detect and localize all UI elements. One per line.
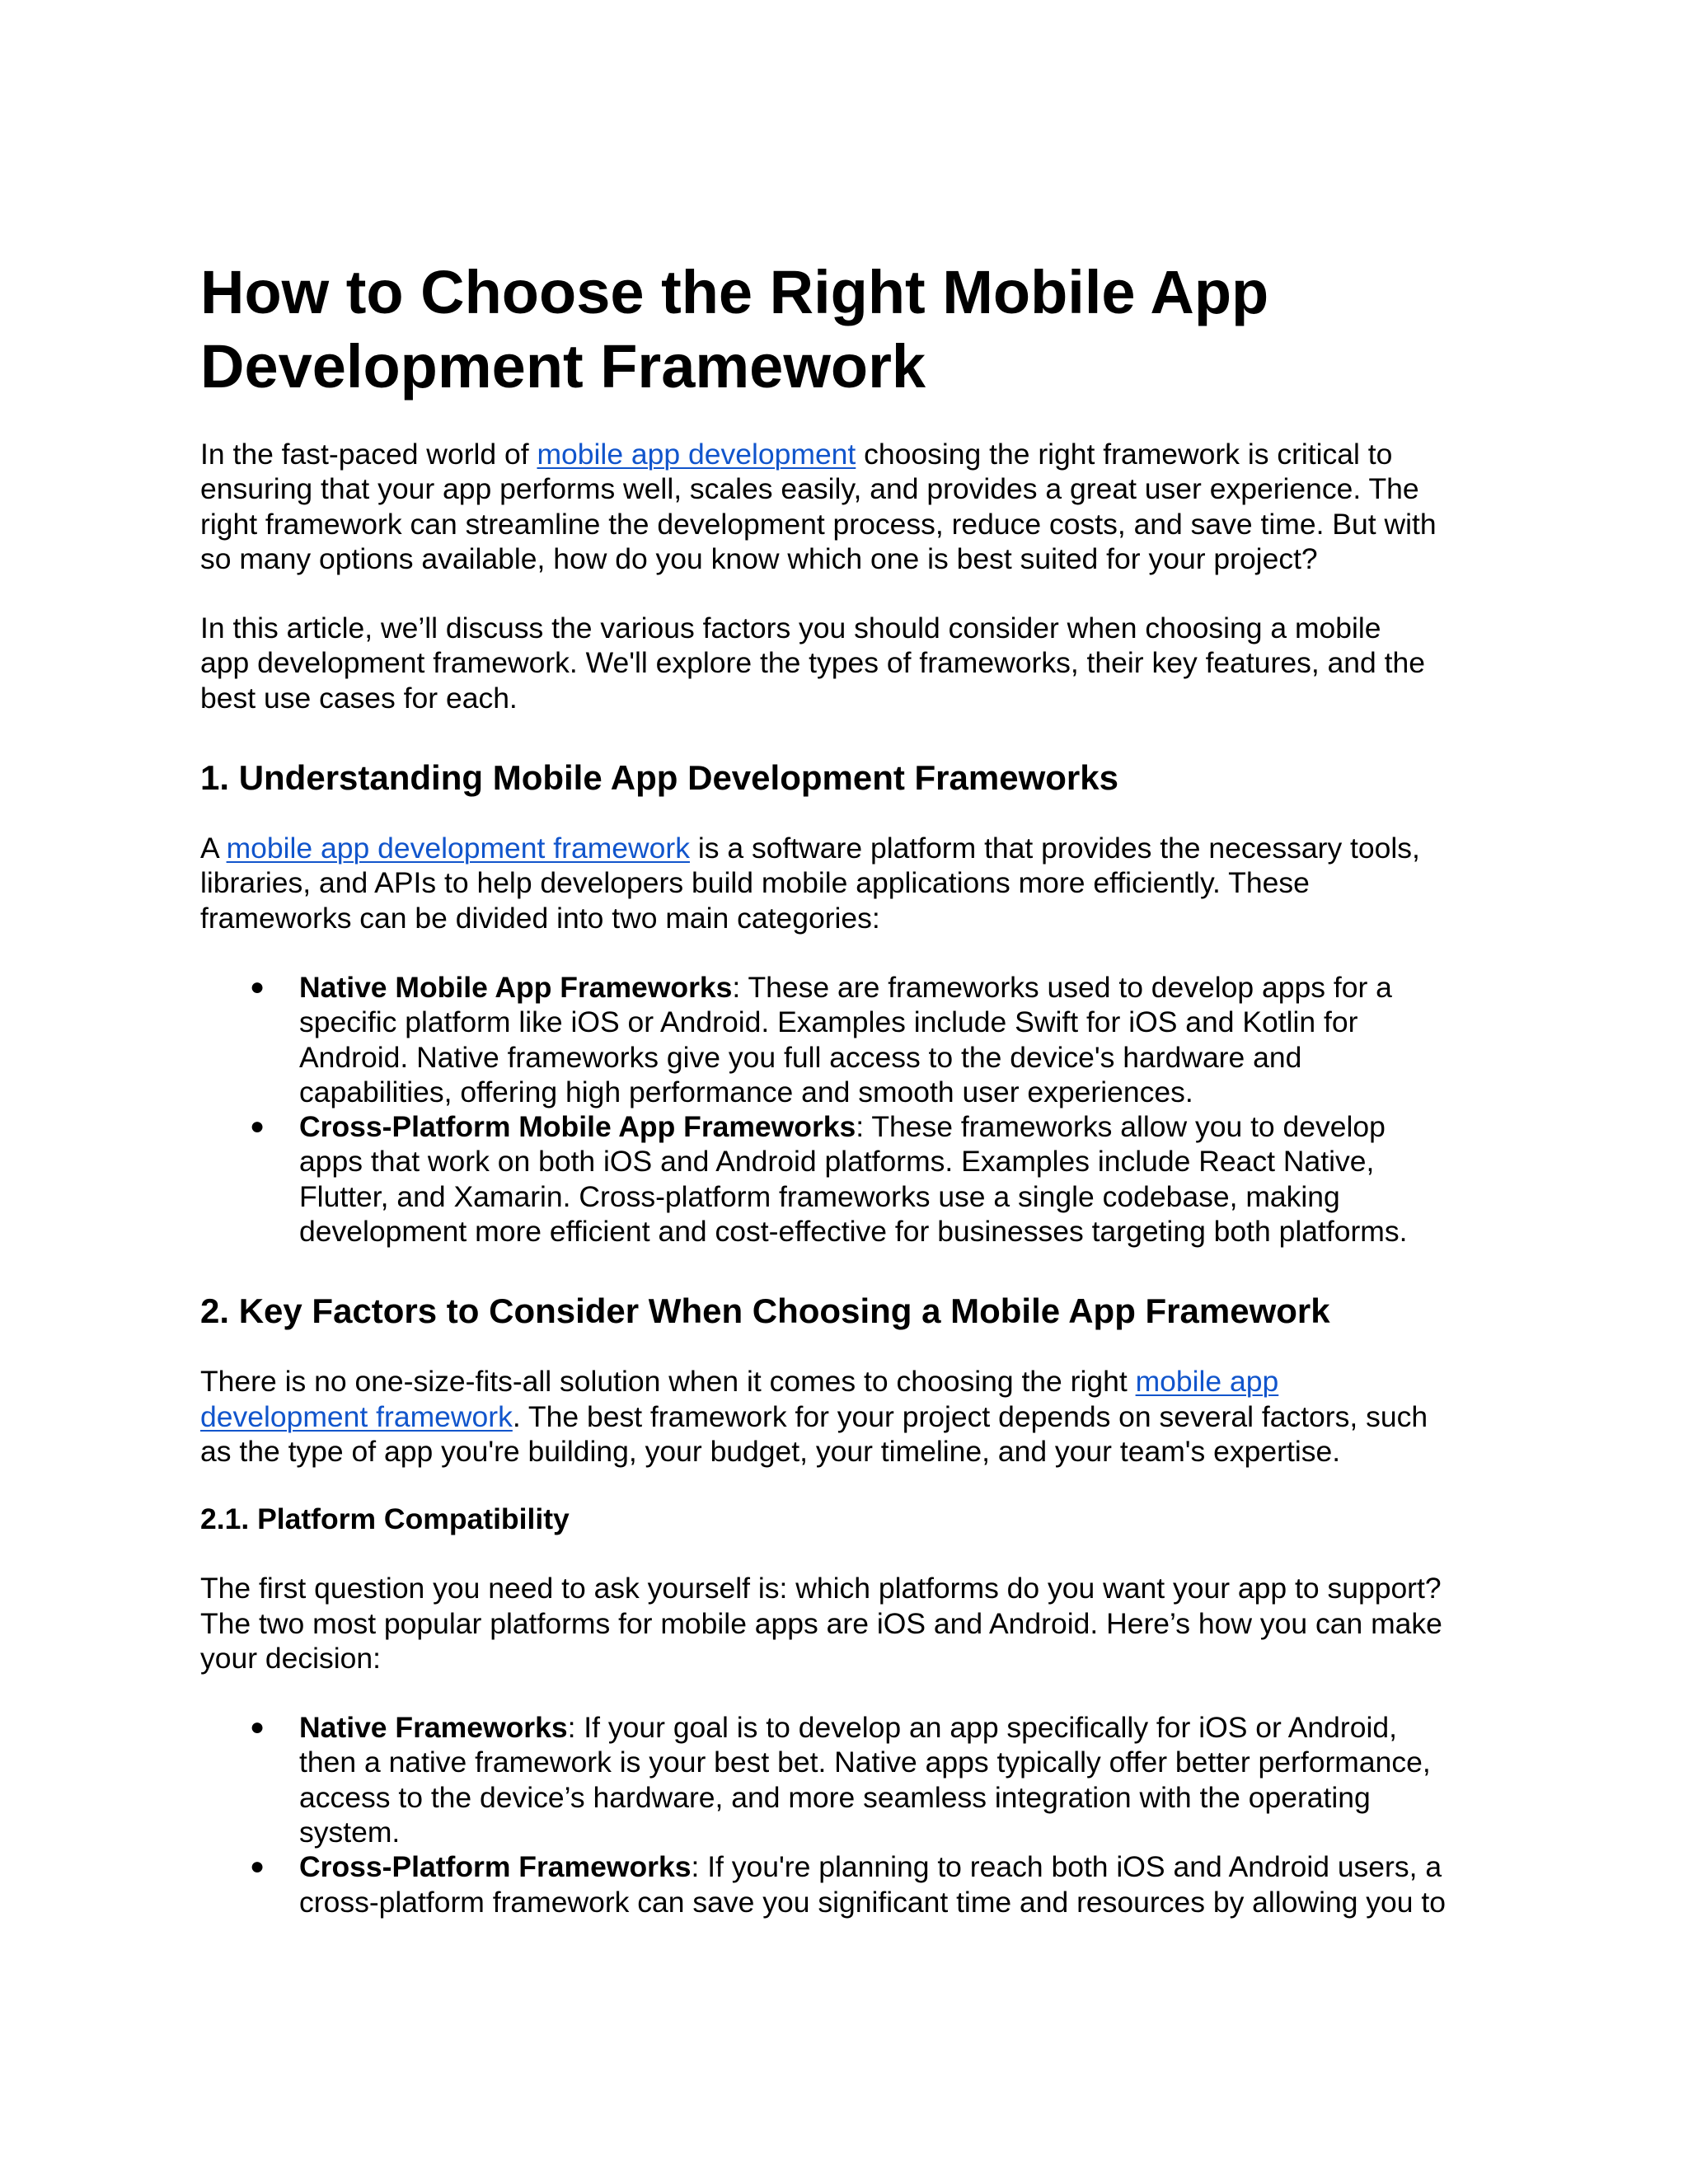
framework-types-list — [200, 970, 1511, 1249]
text-span: . The best framework for your project depends on several factors, such — [512, 1399, 1428, 1433]
bold-term: Cross-Platform Mobile App Frameworks — [299, 1110, 856, 1144]
bullet-icon: ● — [250, 1113, 265, 1141]
text-line: cross-platform framework can save you significant time and resources by allowing you to — [299, 1885, 1447, 1919]
section-1-heading: 1. Understanding Mobile App Development Frameworks — [200, 758, 1118, 798]
text-line: ensuring that your app performs well, scales easily, and provides a great user experience. The — [200, 472, 1419, 506]
text-line: access to the device’s hardware, and more seamless integration with the operating — [299, 1780, 1371, 1814]
text-line: The two most popular platforms for mobile apps are iOS and Android. Here’s how you can make — [200, 1606, 1442, 1640]
intro-paragraph-1 — [200, 437, 1511, 576]
text-line — [299, 1849, 1511, 1884]
bullet-icon: ● — [250, 1713, 265, 1741]
text-span: : These frameworks allow you to develop — [856, 1110, 1386, 1144]
text-line — [299, 1710, 1511, 1745]
text-line: then a native framework is your best bet. Native apps typically offer better performance, — [299, 1746, 1431, 1779]
text-line: frameworks can be divided into two main categories: — [200, 901, 880, 935]
mobile-app-development-framework-link[interactable]: mobile app development framework — [226, 832, 690, 865]
text-line — [200, 437, 1511, 471]
mobile-app-link[interactable]: mobile app — [1135, 1365, 1279, 1399]
section-2-heading: 2. Key Factors to Consider When Choosing a Mobile App Framework — [200, 1291, 1330, 1331]
bullet-icon: ● — [250, 1853, 265, 1881]
document-title — [200, 255, 1511, 404]
text-span: There is no one-size-fits-all solution when it comes to choosing the right — [200, 1365, 1136, 1399]
text-line — [200, 1364, 1511, 1399]
text-line: development more efficient and cost-effective for businesses targeting both platforms. — [299, 1215, 1408, 1249]
subsection-2-1-paragraph — [200, 1571, 1511, 1675]
text-span: : These are frameworks used to develop apps for a — [732, 970, 1392, 1004]
title-line-1: How to Choose the Right Mobile App — [200, 258, 1269, 326]
bold-term: Native Mobile App Frameworks — [299, 970, 733, 1004]
text-line: your decision: — [200, 1641, 382, 1675]
text-span: A — [200, 832, 227, 865]
list-item — [200, 1109, 1511, 1249]
development-framework-link[interactable]: development framework — [200, 1399, 513, 1433]
bold-term: Native Frameworks — [299, 1711, 568, 1745]
text-line: as the type of app you're building, your budget, your timeline, and your team's expertise. — [200, 1434, 1341, 1468]
text-line: capabilities, offering high performance and smooth user experiences. — [299, 1075, 1193, 1108]
text-line — [299, 970, 1511, 1005]
text-span: : If your goal is to develop an app specifically for iOS or Android, — [567, 1711, 1397, 1745]
text-line: right framework can streamline the development process, reduce costs, and save time. But with — [200, 507, 1437, 541]
text-span: choosing the right framework is critical to — [856, 438, 1393, 471]
bullet-icon: ● — [250, 972, 265, 1001]
text-line: best use cases for each. — [200, 681, 518, 715]
text-span: : If you're planning to reach both iOS and Android users, a — [691, 1850, 1442, 1884]
text-line: Android. Native frameworks give you full access to the device's hardware and — [299, 1040, 1302, 1074]
text-line: so many options available, how do you know which one is best suited for your project? — [200, 541, 1318, 575]
list-item — [200, 970, 1511, 1109]
list-item — [200, 1710, 1511, 1849]
list-item — [200, 1849, 1511, 1919]
text-line: Flutter, and Xamarin. Cross-platform frameworks use a single codebase, making — [299, 1179, 1340, 1213]
section-1-paragraph — [200, 831, 1511, 935]
text-line: specific platform like iOS or Android. Examples include Swift for iOS and Kotlin for — [299, 1005, 1358, 1039]
bold-term: Cross-Platform Frameworks — [299, 1850, 692, 1884]
text-line: The first question you need to ask yourself is: which platforms do you want your app to support? — [200, 1572, 1442, 1605]
text-line — [200, 1399, 1511, 1434]
text-line: libraries, and APIs to help developers build mobile applications more efficiently. These — [200, 866, 1310, 900]
text-line: app development framework. We'll explore the types of frameworks, their key features, and the — [200, 646, 1426, 680]
intro-paragraph-2 — [200, 611, 1511, 715]
text-line: system. — [299, 1816, 401, 1849]
title-line-2: Development Framework — [200, 332, 926, 401]
text-line — [299, 1109, 1511, 1144]
document-page — [200, 255, 1511, 1954]
mobile-app-development-link[interactable]: mobile app development — [537, 438, 856, 471]
platform-options-list — [200, 1710, 1511, 1919]
text-line — [200, 831, 1511, 865]
section-2-paragraph — [200, 1364, 1511, 1469]
subsection-2-1-heading: 2.1. Platform Compatibility — [200, 1502, 570, 1536]
text-span: is a software platform that provides the necessary tools, — [689, 832, 1420, 865]
text-line: apps that work on both iOS and Android platforms. Examples include React Native, — [299, 1145, 1375, 1179]
text-span: In the fast-paced world of — [200, 438, 537, 471]
text-line: In this article, we’ll discuss the various factors you should consider when choosing a mobile — [200, 612, 1381, 645]
